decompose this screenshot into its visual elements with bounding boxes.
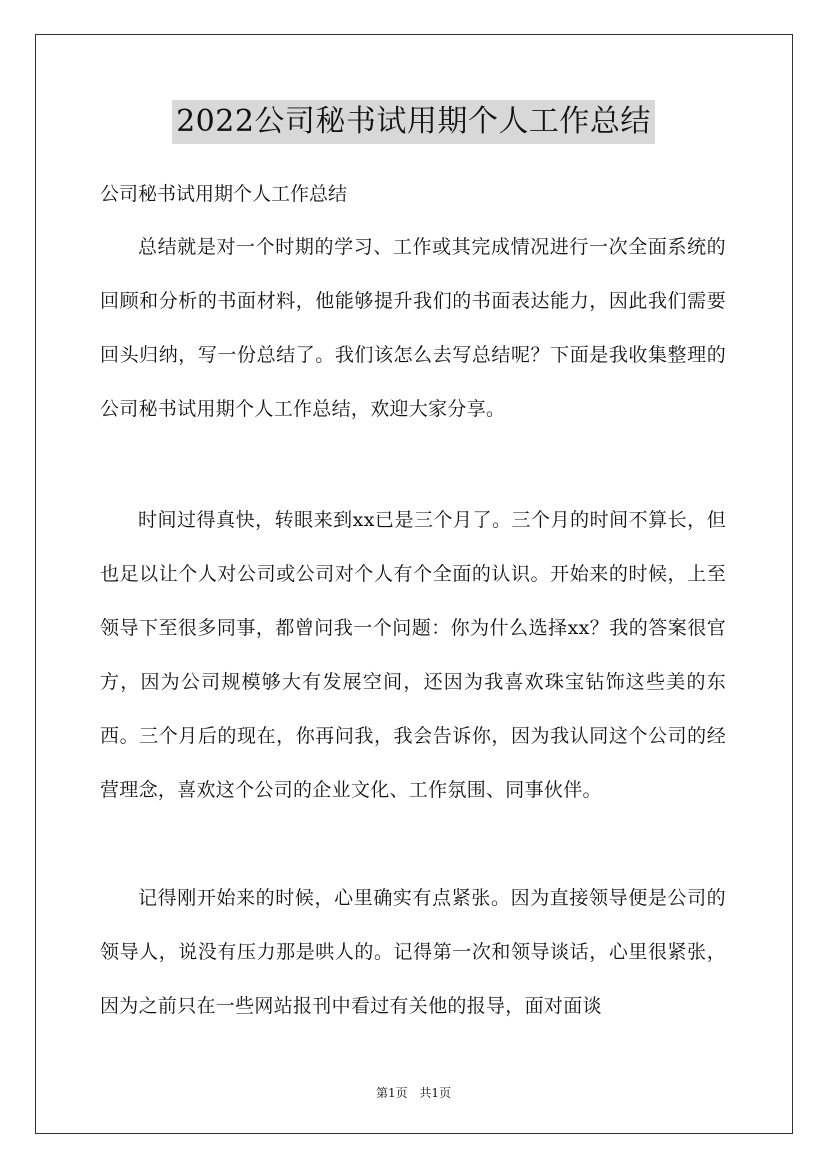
page-total: 共1页 [419,1086,452,1100]
paragraph-time: 时间过得真快，转眼来到xx已是三个月了。三个月的时间不算长，但也足以让个人对公司或公司对个人有个全面的认识。开始来的时候，上至领导下至很多同事，都曾问我一个问题：你为什么选择xx？我的答案很官方，因为公司规模够大有发展空间，还因为我喜欢珠宝钻饰这些美的东西。三个月后的现在，你再问我，我会告诉你，因为我认同这个公司的经营理念，喜欢这个公司的企业文化、工作氛围、同事伙伴。 [100,509,726,801]
paragraph-memory: 记得刚开始来的时候，心里确实有点紧张。因为直接领导便是公司的领导人，说没有压力那是哄人的。记得第一次和领导谈话，心里很紧张，因为之前只在一些网站报刊中看过有关他的报导，面对面谈 [100,887,726,1017]
page-footer [0,1085,827,1101]
document-title: 2022公司秘书试用期个人工作总结 [172,100,655,144]
document-subtitle: 公司秘书试用期个人工作总结 [100,183,348,205]
title-container [0,100,827,144]
page-number: 第1页 [375,1086,408,1100]
paragraph-intro: 总结就是对一个时期的学习、工作或其完成情况进行一次全面系统的回顾和分析的书面材料，他能够提升我们的书面表达能力，因此我们需要回头归纳，写一份总结了。我们该怎么去写总结呢？下面是我收集整理的公司秘书试用期个人工作总结，欢迎大家分享。 [100,236,726,420]
